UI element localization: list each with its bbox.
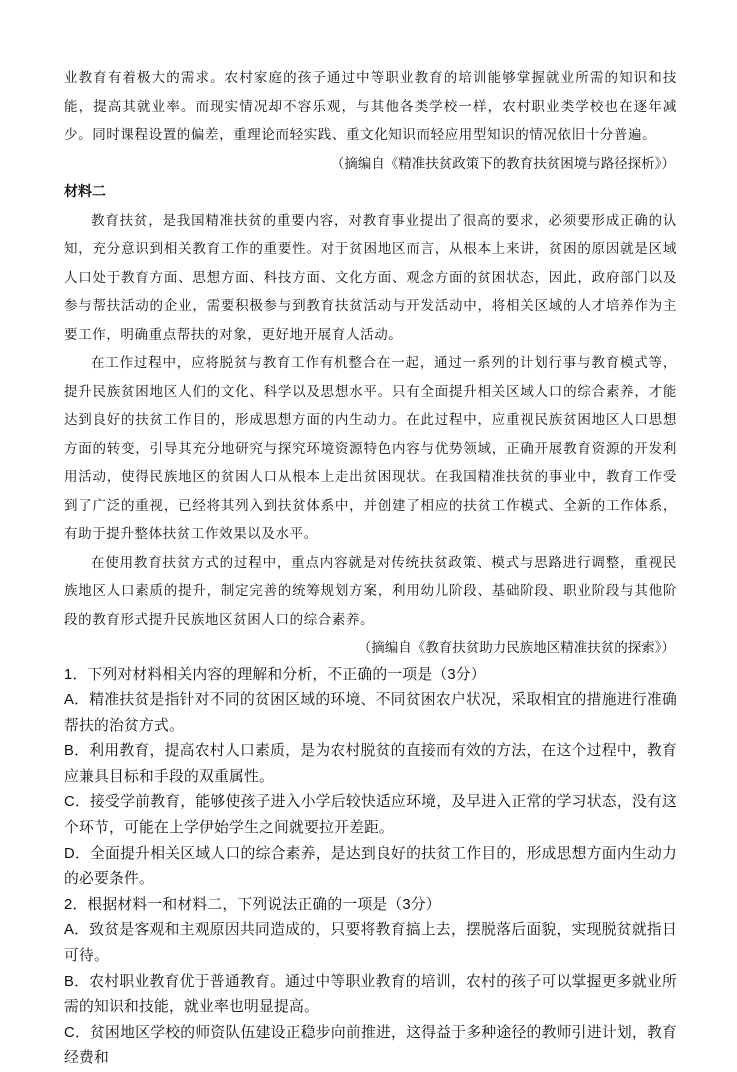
material-two-source: （摘编自《教育扶贫助力民族地区精准扶贫的探索》） [357, 640, 675, 656]
question-two [64, 893, 677, 1072]
material-one-tail [64, 64, 677, 178]
question-stem: 2．根据材料一和材料二，下列说法正确的一项是（3分） [64, 896, 441, 913]
material-one-source: （摘编自《精准扶贫政策下的教育扶贫困境与路径探析》） [330, 155, 675, 172]
material-one-closing-paragraph: 业教育有着极大的需求。农村家庭的孩子通过中等职业教育的培训能够掌握就业所需的知识和技能，提高其就业率。而现实情况却不容乐观，与其他各类学校一样，农村职业类学校也在逐年减少。同时课程设置的偏差，重理论而轻实践、重文化知识而轻应用型知识的情况依旧十分普遍。 [64, 70, 677, 143]
material-two [64, 178, 677, 663]
question-option-b: B．农村职业教育优于普通教育。通过中等职业教育的培训，农村的孩子可以掌握更多就业所需的知识和技能，就业率也明显提高。 [64, 973, 677, 1016]
question-option-d: D．全面提升相关区域人口的综合素养，是达到良好的扶贫工作目的，形成思想方面内生动力的必要条件。 [64, 845, 677, 888]
material-two-paragraph: 在使用教育扶贫方式的过程中，重点内容就是对传统扶贫政策、模式与思路进行调整，重视民族地区人口素质的提升，制定完善的统筹规划方案，利用幼儿阶段、基础阶段、职业阶段与其他阶段的教育形式提升民族地区贫困人口的综合素养。 [64, 554, 677, 628]
question-option-a: A．精准扶贫是指针对不同的贫困区域的环境、不同贫困农户状况，采取相宜的措施进行准确帮扶的治贫方式。 [64, 692, 677, 734]
question-option-c: C．贫困地区学校的师资队伍建设正稳步向前推进，这得益于多种途径的教师引进计划，教育经费和 [64, 1024, 677, 1067]
question-stem: 1．下列对材料相关内容的理解和分析，不正确的一项是（3分） [64, 666, 486, 683]
question-option-c: C．接受学前教育，能够使孩子进入小学后较快适应环境，及早进入正常的学习状态，没有这个环节，可能在上学伊始学生之间就要拉开差距。 [64, 794, 677, 837]
question-one [64, 663, 677, 893]
material-two-paragraph: 教育扶贫，是我国精准扶贫的重要内容，对教育事业提出了很高的要求，必须要形成正确的认知，充分意识到相关教育工作的重要性。对于贫困地区而言，从根本上来讲，贫困的原因就是区域人口处于教育方面、思想方面、科技方面、文化方面、观念方面的贫困状态，因此，政府部门以及参与帮扶活动的企业，需要积极参与到教育扶贫活动与开发活动中，将相关区域的人才培养作为主要工作，明确重点帮扶的对象，更好地开展育人活动。 [64, 212, 677, 343]
material-two-heading: 材料二 [64, 184, 106, 200]
question-option-b: B．利用教育，提高农村人口素质，是为农村脱贫的直接而有效的方法，在这个过程中，教育应兼具目标和手段的双重属性。 [64, 743, 677, 785]
material-two-paragraph: 在工作过程中，应将脱贫与教育工作有机整合在一起，通过一系列的计划行事与教育模式等，提升民族贫困地区人们的文化、科学以及思想水平。只有全面提升相关区域人口的综合素养，才能达到良好的扶贫工作目的，形成思想方面的内生动力。在此过程中，应重视民族贫困地区人口思想方面的转变，引导其充分地研究与探究环境资源特色内容与优势领域，正确开展教育资源的开发利用活动，使得民族地区的贫困人口从根本上走出贫困现状。在我国精准扶贫的事业中，教育工作受到了广泛的重视，已经将其列入到扶贫体系中，并创建了相应的扶贫工作模式、全新的工作体系，有助于提升整体扶贫工作效果以及水平。 [64, 355, 677, 542]
question-option-a: A．致贫是客观和主观原因共同造成的，只要将教育搞上去，摆脱落后面貌，实现脱贫就指日可待。 [64, 922, 677, 965]
